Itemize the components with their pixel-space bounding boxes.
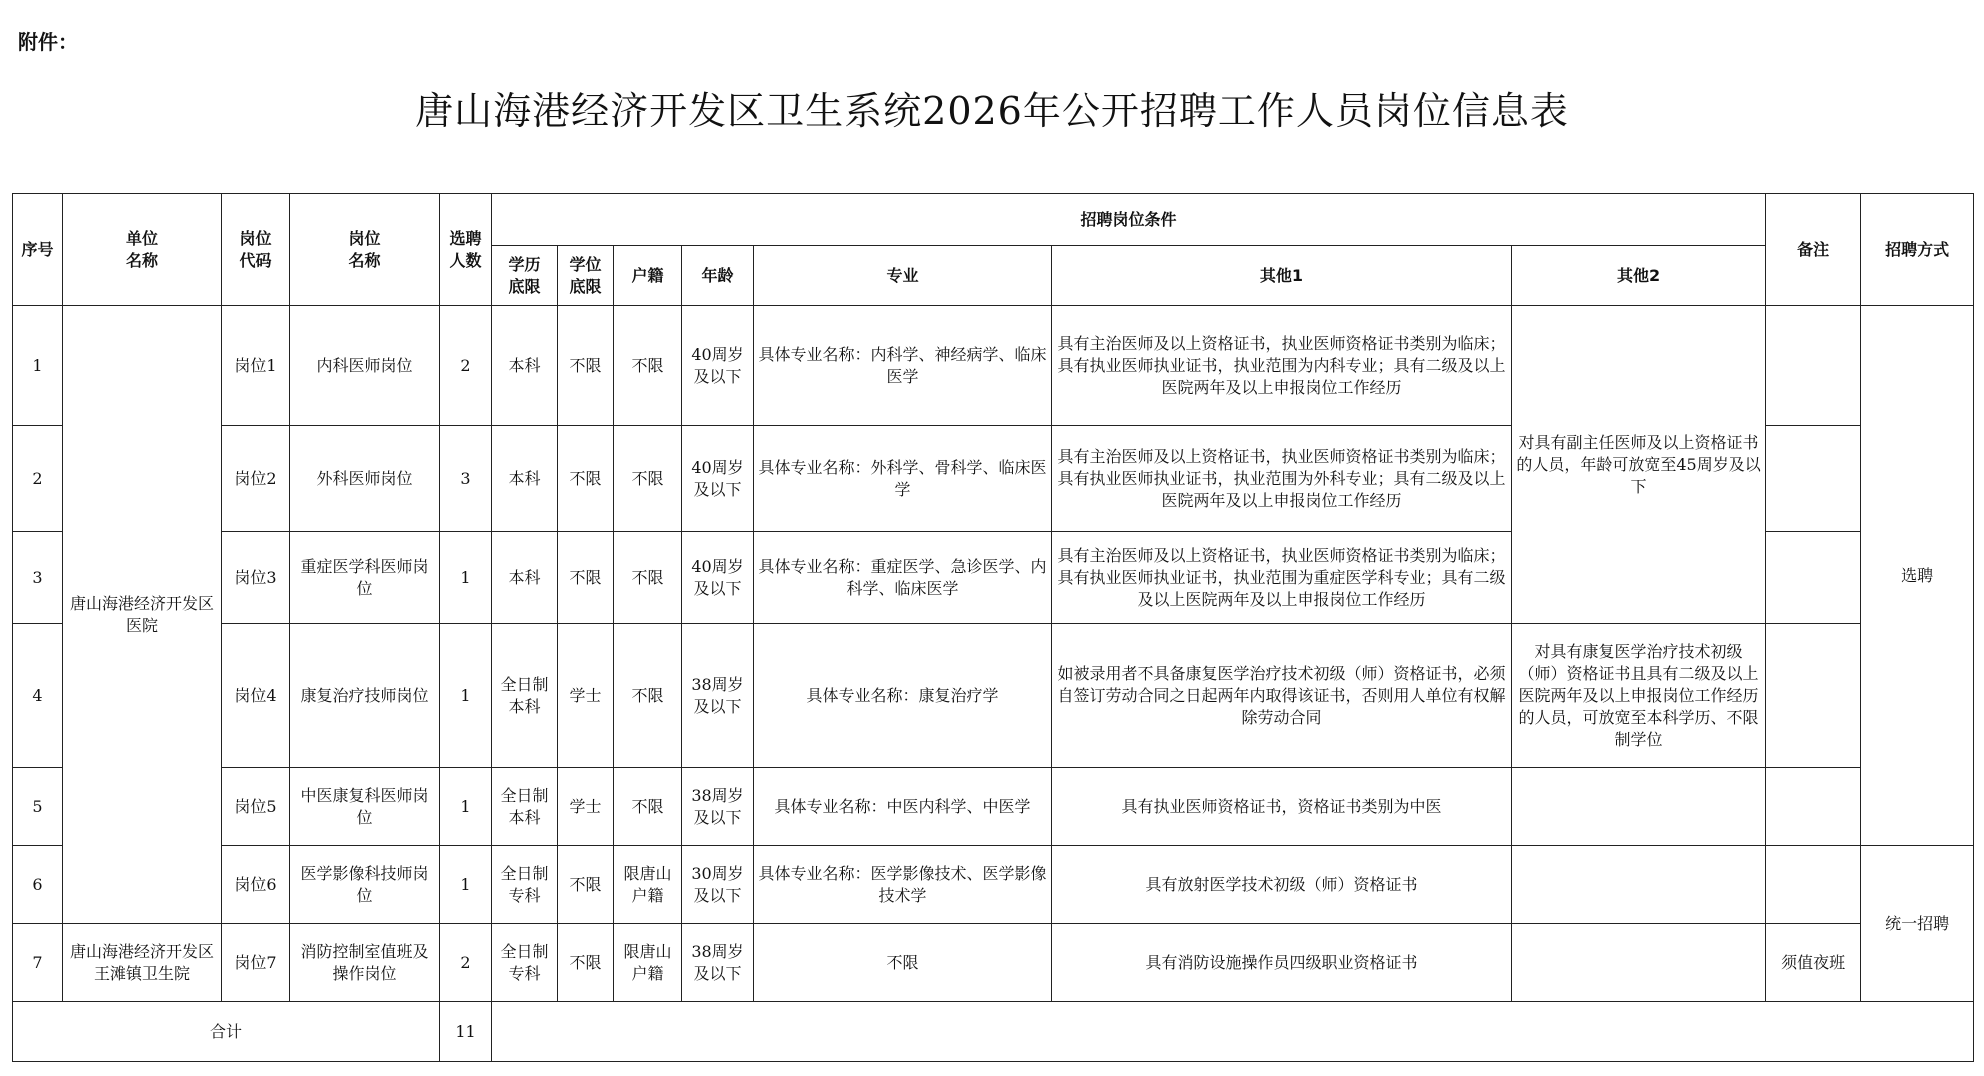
cell-edu: 全日制本科 (492, 624, 558, 768)
header-seq: 序号 (13, 194, 63, 306)
cell-name: 外科医师岗位 (290, 426, 440, 532)
cell-other1: 具有执业医师资格证书，资格证书类别为中医 (1052, 768, 1512, 846)
cell-major: 不限 (754, 924, 1052, 1002)
header-hukou: 户籍 (614, 246, 682, 306)
cell-count: 2 (440, 306, 492, 426)
cell-seq: 6 (13, 846, 63, 924)
cell-hukou: 限唐山户籍 (614, 924, 682, 1002)
cell-unit-clinic: 唐山海港经济开发区王滩镇卫生院 (63, 924, 222, 1002)
cell-count: 1 (440, 532, 492, 624)
cell-other2-group1: 对具有副主任医师及以上资格证书的人员，年龄可放宽至45周岁及以下 (1512, 306, 1766, 624)
cell-seq: 2 (13, 426, 63, 532)
table-row (13, 306, 1974, 426)
cell-hukou: 不限 (614, 426, 682, 532)
total-row (13, 1002, 1974, 1062)
cell-hukou: 不限 (614, 306, 682, 426)
cell-other2 (1512, 768, 1766, 846)
total-label: 合计 (13, 1002, 440, 1062)
cell-name: 内科医师岗位 (290, 306, 440, 426)
table-row (13, 768, 1974, 846)
cell-remark (1766, 426, 1861, 532)
cell-unit-hospital: 唐山海港经济开发区医院 (63, 306, 222, 924)
cell-hukou: 不限 (614, 624, 682, 768)
cell-hukou: 不限 (614, 768, 682, 846)
cell-other2 (1512, 924, 1766, 1002)
cell-edu: 本科 (492, 532, 558, 624)
cell-age: 38周岁及以下 (682, 624, 754, 768)
cell-remark (1766, 846, 1861, 924)
cell-seq: 1 (13, 306, 63, 426)
cell-method-unified: 统一招聘 (1861, 846, 1974, 1002)
cell-count: 2 (440, 924, 492, 1002)
cell-code: 岗位7 (222, 924, 290, 1002)
header-degree: 学位 底限 (558, 246, 614, 306)
header-other1: 其他1 (1052, 246, 1512, 306)
header-education: 学历 底限 (492, 246, 558, 306)
cell-degree: 不限 (558, 846, 614, 924)
cell-degree: 学士 (558, 624, 614, 768)
cell-age: 38周岁及以下 (682, 768, 754, 846)
total-empty (492, 1002, 1974, 1062)
cell-count: 1 (440, 624, 492, 768)
cell-major: 具体专业名称：医学影像技术、医学影像技术学 (754, 846, 1052, 924)
cell-count: 3 (440, 426, 492, 532)
cell-remark (1766, 306, 1861, 426)
cell-remark (1766, 768, 1861, 846)
table-row (13, 924, 1974, 1002)
cell-method-select: 选聘 (1861, 306, 1974, 846)
header-post-name: 岗位 名称 (290, 194, 440, 306)
cell-name: 中医康复科医师岗位 (290, 768, 440, 846)
cell-edu: 全日制专科 (492, 846, 558, 924)
cell-code: 岗位1 (222, 306, 290, 426)
cell-degree: 不限 (558, 532, 614, 624)
cell-other1: 具有主治医师及以上资格证书，执业医师资格证书类别为临床；具有执业医师执业证书，执业范围为内科专业；具有二级及以上医院两年及以上申报岗位工作经历 (1052, 306, 1512, 426)
cell-major: 具体专业名称：重症医学、急诊医学、内科学、临床医学 (754, 532, 1052, 624)
header-conditions: 招聘岗位条件 (492, 194, 1766, 246)
header-row-1 (13, 194, 1974, 246)
cell-other1: 具有消防设施操作员四级职业资格证书 (1052, 924, 1512, 1002)
header-count: 选聘 人数 (440, 194, 492, 306)
cell-seq: 3 (13, 532, 63, 624)
cell-name: 康复治疗技师岗位 (290, 624, 440, 768)
cell-degree: 不限 (558, 306, 614, 426)
cell-edu: 全日制本科 (492, 768, 558, 846)
header-method: 招聘方式 (1861, 194, 1974, 306)
cell-seq: 5 (13, 768, 63, 846)
cell-degree: 不限 (558, 426, 614, 532)
header-post-code: 岗位 代码 (222, 194, 290, 306)
cell-other1: 具有主治医师及以上资格证书，执业医师资格证书类别为临床；具有执业医师执业证书，执业范围为重症医学科专业；具有二级及以上医院两年及以上申报岗位工作经历 (1052, 532, 1512, 624)
header-unit: 单位 名称 (63, 194, 222, 306)
cell-code: 岗位6 (222, 846, 290, 924)
cell-code: 岗位4 (222, 624, 290, 768)
cell-name: 医学影像科技师岗位 (290, 846, 440, 924)
cell-code: 岗位3 (222, 532, 290, 624)
cell-remark: 须值夜班 (1766, 924, 1861, 1002)
table-row (13, 846, 1974, 924)
cell-degree: 不限 (558, 924, 614, 1002)
cell-age: 38周岁及以下 (682, 924, 754, 1002)
cell-code: 岗位5 (222, 768, 290, 846)
cell-remark (1766, 532, 1861, 624)
cell-major: 具体专业名称：中医内科学、中医学 (754, 768, 1052, 846)
cell-hukou: 不限 (614, 532, 682, 624)
cell-remark (1766, 624, 1861, 768)
cell-name: 重症医学科医师岗位 (290, 532, 440, 624)
cell-other1: 具有主治医师及以上资格证书，执业医师资格证书类别为临床；具有执业医师执业证书，执业范围为外科专业；具有二级及以上医院两年及以上申报岗位工作经历 (1052, 426, 1512, 532)
cell-major: 具体专业名称：外科学、骨科学、临床医学 (754, 426, 1052, 532)
cell-edu: 全日制专科 (492, 924, 558, 1002)
cell-age: 40周岁及以下 (682, 426, 754, 532)
cell-edu: 本科 (492, 426, 558, 532)
cell-major: 具体专业名称：康复治疗学 (754, 624, 1052, 768)
cell-other1: 具有放射医学技术初级（师）资格证书 (1052, 846, 1512, 924)
page-title: 唐山海港经济开发区卫生系统2026年公开招聘工作人员岗位信息表 (415, 89, 1569, 133)
cell-age: 30周岁及以下 (682, 846, 754, 924)
attachment-label: 附件： (18, 30, 78, 54)
header-other2: 其他2 (1512, 246, 1766, 306)
cell-seq: 4 (13, 624, 63, 768)
cell-other2 (1512, 846, 1766, 924)
cell-count: 1 (440, 768, 492, 846)
cell-count: 1 (440, 846, 492, 924)
recruitment-table (12, 193, 1974, 1062)
cell-age: 40周岁及以下 (682, 306, 754, 426)
header-major: 专业 (754, 246, 1052, 306)
cell-major: 具体专业名称：内科学、神经病学、临床医学 (754, 306, 1052, 426)
cell-other1: 如被录用者不具备康复医学治疗技术初级（师）资格证书，必须自签订劳动合同之日起两年内取得该证书，否则用人单位有权解除劳动合同 (1052, 624, 1512, 768)
cell-age: 40周岁及以下 (682, 532, 754, 624)
total-count: 11 (440, 1002, 492, 1062)
cell-hukou: 限唐山户籍 (614, 846, 682, 924)
table-row (13, 624, 1974, 768)
cell-other2-group4: 对具有康复医学治疗技术初级（师）资格证书且具有二级及以上医院两年及以上申报岗位工作经历的人员，可放宽至本科学历、不限制学位 (1512, 624, 1766, 768)
cell-name: 消防控制室值班及操作岗位 (290, 924, 440, 1002)
cell-edu: 本科 (492, 306, 558, 426)
header-remark: 备注 (1766, 194, 1861, 306)
cell-degree: 学士 (558, 768, 614, 846)
cell-code: 岗位2 (222, 426, 290, 532)
cell-seq: 7 (13, 924, 63, 1002)
header-age: 年龄 (682, 246, 754, 306)
